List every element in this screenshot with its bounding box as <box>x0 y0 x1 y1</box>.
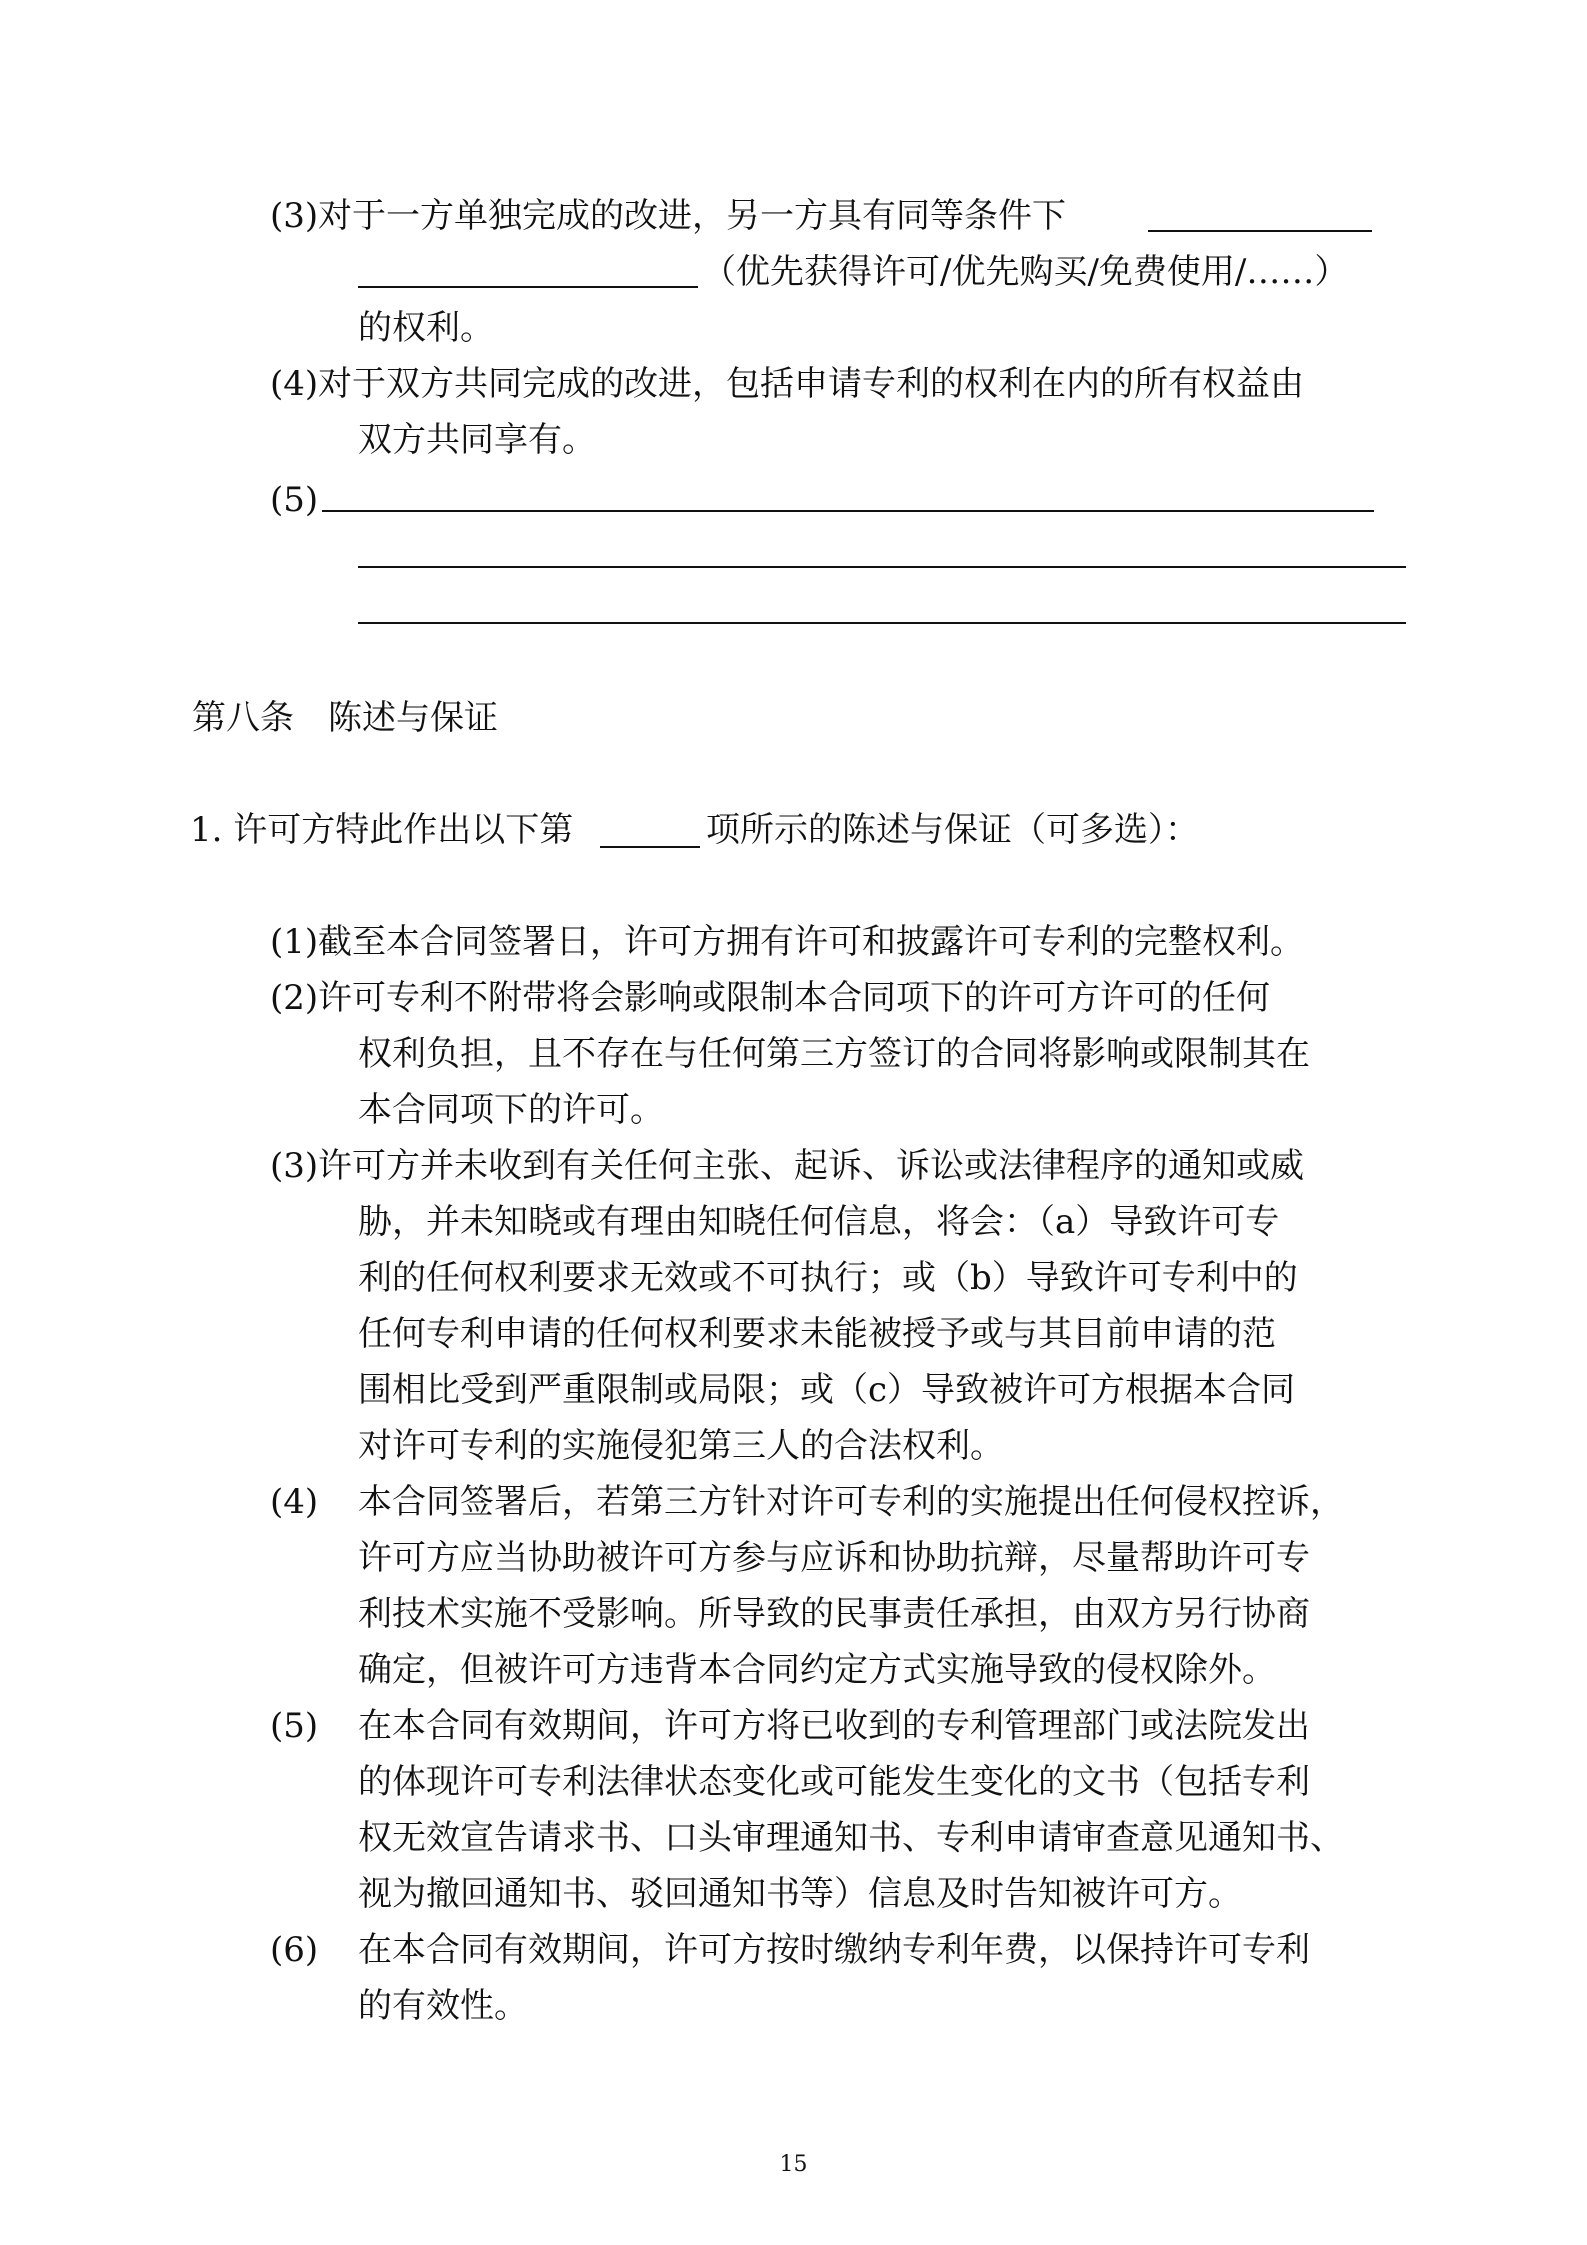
page-number: 15 <box>779 2152 808 2177</box>
item-text-line: 在本合同有效期间，许可方将已收到的专利管理部门或法院发出 <box>358 1706 1310 1746</box>
item-text-line: 许可方并未收到有关任何主张、起诉、诉讼或法律程序的通知或威 <box>318 1146 1304 1186</box>
fill-in-blank <box>358 566 1406 568</box>
item-text-line: 权无效宣告请求书、口头审理通知书、专利申请审查意见通知书、 <box>358 1818 1344 1858</box>
item-text-line: 截至本合同签署日，许可方拥有许可和披露许可专利的完整权利。 <box>318 922 1304 962</box>
fill-in-blank <box>358 622 1406 624</box>
item-text-line: 对于双方共同完成的改进，包括申请专利的权利在内的所有权益由 <box>318 364 1304 404</box>
item-number: (3) <box>270 196 319 236</box>
item-text-line: 视为撤回通知书、驳回通知书等）信息及时告知被许可方。 <box>358 1874 1242 1914</box>
item-number: (5) <box>270 1706 319 1746</box>
clause-text: 项所示的陈述与保证（可多选）： <box>706 810 1199 850</box>
article-heading: 第八条 陈述与保证 <box>192 698 498 738</box>
item-text-line: 本合同项下的许可。 <box>358 1090 664 1130</box>
item-text-line: 双方共同享有。 <box>358 420 596 460</box>
clause-text: 1. 许可方特此作出以下第 <box>190 810 574 850</box>
item-number: (1) <box>270 922 319 962</box>
item-text-line: 的有效性。 <box>358 1986 528 2026</box>
item-number: (4) <box>270 1482 319 1522</box>
item-text-line: 的体现许可专利法律状态变化或可能发生变化的文书（包括专利 <box>358 1762 1310 1802</box>
item-number: (2) <box>270 978 319 1018</box>
item-text-line: 利技术实施不受影响。所导致的民事责任承担，由双方另行协商 <box>358 1594 1310 1634</box>
fill-in-blank <box>1148 230 1372 232</box>
item-text-line: 权利负担，且不存在与任何第三方签订的合同将影响或限制其在 <box>358 1034 1310 1074</box>
item-text-line: 利的任何权利要求无效或不可执行；或（b）导致许可专利中的 <box>358 1258 1298 1298</box>
fill-in-blank <box>322 510 1374 512</box>
item-text-line: 任何专利申请的任何权利要求未能被授予或与其目前申请的范 <box>358 1314 1276 1354</box>
item-text-line: 围相比受到严重限制或局限；或（c）导致被许可方根据本合同 <box>358 1370 1296 1410</box>
item-number: (6) <box>270 1930 319 1970</box>
item-text-line: 胁，并未知晓或有理由知晓任何信息，将会：（a）导致许可专 <box>358 1202 1280 1242</box>
item-text-line: 许可方应当协助被许可方参与应诉和协助抗辩，尽量帮助许可专 <box>358 1538 1310 1578</box>
item-text-line: 的权利。 <box>358 308 494 348</box>
item-number: (4) <box>270 364 319 404</box>
item-text-line: 对于一方单独完成的改进，另一方具有同等条件下 <box>318 196 1066 236</box>
item-text-line: 许可专利不附带将会影响或限制本合同项下的许可方许可的任何 <box>318 978 1270 1018</box>
item-number: (3) <box>270 1146 319 1186</box>
fill-in-blank <box>600 846 700 848</box>
item-number: (5) <box>270 480 319 520</box>
item-text-line: （优先获得许可/优先购买/免费使用/……） <box>702 252 1349 292</box>
item-text-line: 确定，但被许可方违背本合同约定方式实施导致的侵权除外。 <box>358 1650 1276 1690</box>
item-text-line: 对许可专利的实施侵犯第三人的合法权利。 <box>358 1426 1004 1466</box>
item-text-line: 本合同签署后，若第三方针对许可专利的实施提出任何侵权控诉， <box>358 1482 1344 1522</box>
item-text-line: 在本合同有效期间，许可方按时缴纳专利年费，以保持许可专利 <box>358 1930 1310 1970</box>
fill-in-blank <box>358 286 698 288</box>
